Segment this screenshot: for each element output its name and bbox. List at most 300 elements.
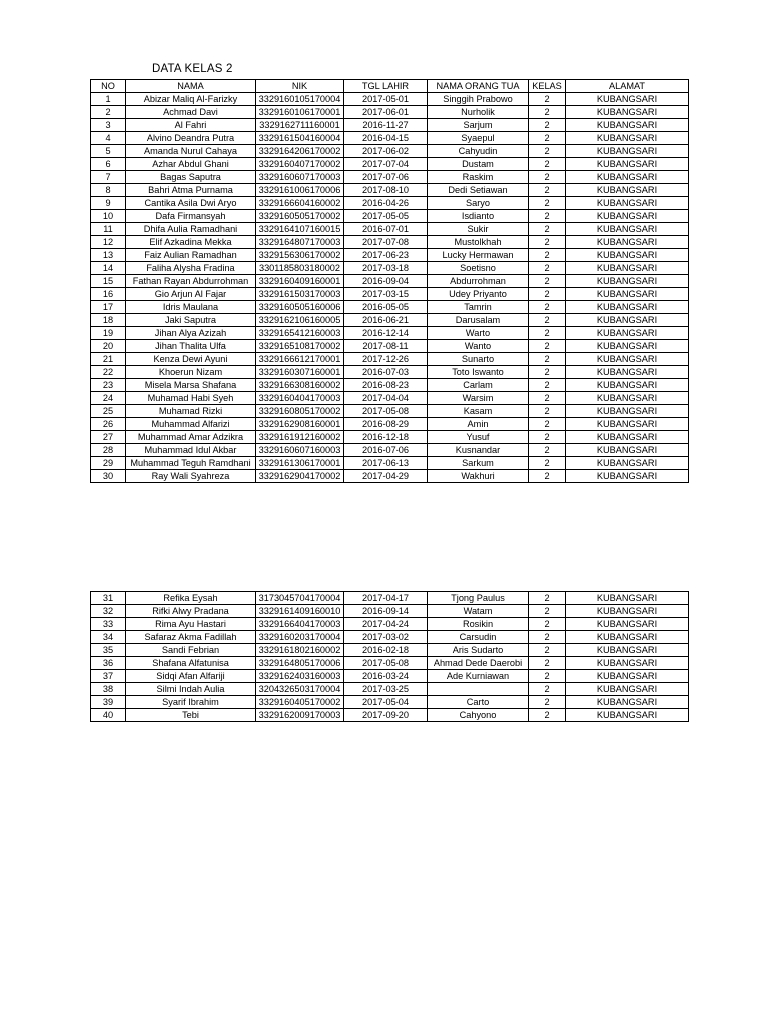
cell-alamat: KUBANGSARI xyxy=(566,418,689,431)
cell-nama: Bahri Atma Purnama xyxy=(126,184,256,197)
cell-nik: 3329160607160003 xyxy=(256,444,344,457)
cell-kelas: 2 xyxy=(529,657,566,670)
cell-alamat: KUBANGSARI xyxy=(566,709,689,722)
cell-no: 11 xyxy=(91,223,126,236)
cell-tgl-lahir: 2017-07-04 xyxy=(344,158,428,171)
cell-nama-orang-tua: Amin xyxy=(428,418,529,431)
cell-alamat: KUBANGSARI xyxy=(566,340,689,353)
cell-nama: Syarif Ibrahim xyxy=(126,696,256,709)
cell-kelas: 2 xyxy=(529,301,566,314)
cell-tgl-lahir: 2016-07-06 xyxy=(344,444,428,457)
cell-kelas: 2 xyxy=(529,696,566,709)
cell-alamat: KUBANGSARI xyxy=(566,275,689,288)
cell-nik: 3329162106160005 xyxy=(256,314,344,327)
cell-nama: Cantika Asila Dwi Aryo xyxy=(126,197,256,210)
cell-kelas: 2 xyxy=(529,670,566,683)
table-body-part-1 xyxy=(91,93,689,483)
cell-kelas: 2 xyxy=(529,431,566,444)
cell-nik: 3329160405170002 xyxy=(256,696,344,709)
cell-tgl-lahir: 2017-05-08 xyxy=(344,405,428,418)
cell-nama-orang-tua: Dustam xyxy=(428,158,529,171)
cell-kelas: 2 xyxy=(529,184,566,197)
cell-nama-orang-tua: Darusalam xyxy=(428,314,529,327)
cell-alamat: KUBANGSARI xyxy=(566,618,689,631)
cell-nama: Azhar Abdul Ghani xyxy=(126,158,256,171)
cell-alamat: KUBANGSARI xyxy=(566,353,689,366)
cell-nama: Muhamad Habi Syeh xyxy=(126,392,256,405)
cell-nik: 3329166612170001 xyxy=(256,353,344,366)
cell-nama-orang-tua: Wanto xyxy=(428,340,529,353)
cell-no: 19 xyxy=(91,327,126,340)
cell-tgl-lahir: 2017-03-02 xyxy=(344,631,428,644)
table-row xyxy=(91,670,689,683)
cell-tgl-lahir: 2016-07-03 xyxy=(344,366,428,379)
cell-nama-orang-tua: Aris Sudarto xyxy=(428,644,529,657)
cell-nama-orang-tua: Ahmad Dede Daerobi xyxy=(428,657,529,670)
cell-tgl-lahir: 2016-04-26 xyxy=(344,197,428,210)
cell-no: 32 xyxy=(91,605,126,618)
cell-nik: 3329161409160010 xyxy=(256,605,344,618)
table-row xyxy=(91,184,689,197)
cell-no: 15 xyxy=(91,275,126,288)
cell-alamat: KUBANGSARI xyxy=(566,210,689,223)
cell-nama: Sandi Febrian xyxy=(126,644,256,657)
cell-nik: 3329160407170002 xyxy=(256,158,344,171)
cell-nama: Muhammad Alfarizi xyxy=(126,418,256,431)
cell-nama-orang-tua: Warsim xyxy=(428,392,529,405)
table-row xyxy=(91,366,689,379)
cell-tgl-lahir: 2017-06-23 xyxy=(344,249,428,262)
cell-kelas: 2 xyxy=(529,210,566,223)
cell-nik: 3329161504160004 xyxy=(256,132,344,145)
cell-kelas: 2 xyxy=(529,262,566,275)
cell-nik: 3329160505170002 xyxy=(256,210,344,223)
cell-nama: Idris Maulana xyxy=(126,301,256,314)
cell-tgl-lahir: 2017-05-04 xyxy=(344,696,428,709)
header-no: NO xyxy=(91,80,126,93)
cell-nama: Khoerun Nizam xyxy=(126,366,256,379)
cell-alamat: KUBANGSARI xyxy=(566,670,689,683)
cell-tgl-lahir: 2017-08-11 xyxy=(344,340,428,353)
table-row xyxy=(91,210,689,223)
table-row xyxy=(91,709,689,722)
cell-kelas: 2 xyxy=(529,119,566,132)
cell-nama-orang-tua: Raskim xyxy=(428,171,529,184)
cell-nik: 3329162403160003 xyxy=(256,670,344,683)
cell-no: 5 xyxy=(91,145,126,158)
cell-tgl-lahir: 2017-04-24 xyxy=(344,618,428,631)
cell-tgl-lahir: 2017-07-08 xyxy=(344,236,428,249)
cell-no: 30 xyxy=(91,470,126,483)
cell-alamat: KUBANGSARI xyxy=(566,392,689,405)
cell-tgl-lahir: 2017-03-25 xyxy=(344,683,428,696)
cell-nama-orang-tua: Toto Iswanto xyxy=(428,366,529,379)
cell-kelas: 2 xyxy=(529,197,566,210)
cell-nama-orang-tua: Sarkum xyxy=(428,457,529,470)
cell-nama-orang-tua: Kusnandar xyxy=(428,444,529,457)
cell-nama-orang-tua: Nurholik xyxy=(428,106,529,119)
cell-nama: Rima Ayu Hastari xyxy=(126,618,256,631)
cell-kelas: 2 xyxy=(529,158,566,171)
cell-nik: 3329166604160002 xyxy=(256,197,344,210)
cell-kelas: 2 xyxy=(529,249,566,262)
header-tgl-lahir: TGL LAHIR xyxy=(344,80,428,93)
table-row xyxy=(91,657,689,670)
cell-tgl-lahir: 2017-03-15 xyxy=(344,288,428,301)
cell-kelas: 2 xyxy=(529,618,566,631)
cell-tgl-lahir: 2016-11-27 xyxy=(344,119,428,132)
cell-nama-orang-tua: Cahyudin xyxy=(428,145,529,158)
cell-kelas: 2 xyxy=(529,106,566,119)
cell-nama-orang-tua: Soetisno xyxy=(428,262,529,275)
cell-tgl-lahir: 2016-03-24 xyxy=(344,670,428,683)
cell-kelas: 2 xyxy=(529,366,566,379)
header-alamat: ALAMAT xyxy=(566,80,689,93)
cell-nama: Achmad Davi xyxy=(126,106,256,119)
cell-nik: 3329161306170001 xyxy=(256,457,344,470)
cell-nik: 3204326503170004 xyxy=(256,683,344,696)
cell-kelas: 2 xyxy=(529,236,566,249)
cell-nama-orang-tua: Dedi Setiawan xyxy=(428,184,529,197)
cell-alamat: KUBANGSARI xyxy=(566,288,689,301)
cell-tgl-lahir: 2017-09-20 xyxy=(344,709,428,722)
cell-no: 29 xyxy=(91,457,126,470)
cell-nama: Refika Eysah xyxy=(126,592,256,605)
cell-nik: 3329160409160001 xyxy=(256,275,344,288)
cell-alamat: KUBANGSARI xyxy=(566,119,689,132)
cell-nama: Jaki Saputra xyxy=(126,314,256,327)
cell-nama-orang-tua: Ade Kurniawan xyxy=(428,670,529,683)
cell-alamat: KUBANGSARI xyxy=(566,158,689,171)
cell-nama-orang-tua: Singgih Prabowo xyxy=(428,93,529,106)
table-row xyxy=(91,353,689,366)
cell-nama-orang-tua: Carlam xyxy=(428,379,529,392)
cell-tgl-lahir: 2016-06-21 xyxy=(344,314,428,327)
cell-nama-orang-tua: Carsudin xyxy=(428,631,529,644)
cell-alamat: KUBANGSARI xyxy=(566,366,689,379)
cell-nama-orang-tua: Carto xyxy=(428,696,529,709)
cell-kelas: 2 xyxy=(529,470,566,483)
cell-no: 24 xyxy=(91,392,126,405)
cell-alamat: KUBANGSARI xyxy=(566,683,689,696)
table-row xyxy=(91,392,689,405)
table-row xyxy=(91,618,689,631)
cell-nama: Jihan Thalita Ulfa xyxy=(126,340,256,353)
cell-no: 31 xyxy=(91,592,126,605)
cell-kelas: 2 xyxy=(529,418,566,431)
table-row xyxy=(91,379,689,392)
cell-no: 10 xyxy=(91,210,126,223)
cell-nama-orang-tua: Isdianto xyxy=(428,210,529,223)
header-nik: NIK xyxy=(256,80,344,93)
cell-nama: Muhammad Idul Akbar xyxy=(126,444,256,457)
table-body-part-2 xyxy=(91,592,689,722)
cell-nik: 3329165108170002 xyxy=(256,340,344,353)
cell-tgl-lahir: 2017-05-05 xyxy=(344,210,428,223)
cell-no: 2 xyxy=(91,106,126,119)
cell-alamat: KUBANGSARI xyxy=(566,106,689,119)
cell-nik: 3329161503170003 xyxy=(256,288,344,301)
cell-nik: 3329165412160003 xyxy=(256,327,344,340)
cell-alamat: KUBANGSARI xyxy=(566,327,689,340)
cell-nik: 3329162908160001 xyxy=(256,418,344,431)
table-row xyxy=(91,314,689,327)
table-row xyxy=(91,340,689,353)
cell-tgl-lahir: 2017-07-06 xyxy=(344,171,428,184)
cell-alamat: KUBANGSARI xyxy=(566,314,689,327)
cell-kelas: 2 xyxy=(529,444,566,457)
cell-alamat: KUBANGSARI xyxy=(566,223,689,236)
cell-no: 16 xyxy=(91,288,126,301)
cell-tgl-lahir: 2017-12-26 xyxy=(344,353,428,366)
cell-nama: Faiz Aulian Ramadhan xyxy=(126,249,256,262)
cell-no: 25 xyxy=(91,405,126,418)
cell-nama: Muhamad Rizki xyxy=(126,405,256,418)
cell-nik: 3329161006170006 xyxy=(256,184,344,197)
cell-tgl-lahir: 2016-08-23 xyxy=(344,379,428,392)
cell-no: 27 xyxy=(91,431,126,444)
cell-nama-orang-tua: Sarjum xyxy=(428,119,529,132)
table-row xyxy=(91,145,689,158)
table-row xyxy=(91,93,689,106)
table-row xyxy=(91,470,689,483)
table-row xyxy=(91,223,689,236)
cell-nama-orang-tua xyxy=(428,683,529,696)
cell-no: 21 xyxy=(91,353,126,366)
cell-no: 39 xyxy=(91,696,126,709)
table-row xyxy=(91,457,689,470)
table-row xyxy=(91,275,689,288)
cell-tgl-lahir: 2017-08-10 xyxy=(344,184,428,197)
cell-nama-orang-tua: Saryo xyxy=(428,197,529,210)
table-row xyxy=(91,444,689,457)
cell-tgl-lahir: 2017-04-04 xyxy=(344,392,428,405)
cell-tgl-lahir: 2016-09-14 xyxy=(344,605,428,618)
table-row xyxy=(91,405,689,418)
cell-kelas: 2 xyxy=(529,93,566,106)
cell-nama-orang-tua: Tjong Paulus xyxy=(428,592,529,605)
cell-alamat: KUBANGSARI xyxy=(566,171,689,184)
cell-no: 6 xyxy=(91,158,126,171)
table-row xyxy=(91,605,689,618)
cell-kelas: 2 xyxy=(529,605,566,618)
cell-nama: Misela Marsa Shafana xyxy=(126,379,256,392)
cell-alamat: KUBANGSARI xyxy=(566,93,689,106)
cell-nama-orang-tua: Syaepul xyxy=(428,132,529,145)
cell-tgl-lahir: 2016-08-29 xyxy=(344,418,428,431)
cell-alamat: KUBANGSARI xyxy=(566,405,689,418)
cell-nik: 3329166404170003 xyxy=(256,618,344,631)
cell-alamat: KUBANGSARI xyxy=(566,301,689,314)
cell-nama: Alvino Deandra Putra xyxy=(126,132,256,145)
student-table-part-1 xyxy=(90,79,689,483)
cell-no: 23 xyxy=(91,379,126,392)
cell-nama-orang-tua: Rosikin xyxy=(428,618,529,631)
header-kelas: KELAS xyxy=(529,80,566,93)
cell-tgl-lahir: 2017-06-01 xyxy=(344,106,428,119)
cell-tgl-lahir: 2017-04-17 xyxy=(344,592,428,605)
cell-no: 38 xyxy=(91,683,126,696)
cell-kelas: 2 xyxy=(529,683,566,696)
cell-tgl-lahir: 2017-05-01 xyxy=(344,93,428,106)
table-row xyxy=(91,236,689,249)
cell-nik: 3329160404170003 xyxy=(256,392,344,405)
cell-nik: 3329161802160002 xyxy=(256,644,344,657)
table-row xyxy=(91,171,689,184)
cell-nik: 3329160105170004 xyxy=(256,93,344,106)
cell-no: 20 xyxy=(91,340,126,353)
cell-alamat: KUBANGSARI xyxy=(566,605,689,618)
cell-alamat: KUBANGSARI xyxy=(566,444,689,457)
cell-tgl-lahir: 2017-04-29 xyxy=(344,470,428,483)
cell-alamat: KUBANGSARI xyxy=(566,470,689,483)
cell-alamat: KUBANGSARI xyxy=(566,236,689,249)
cell-kelas: 2 xyxy=(529,631,566,644)
cell-no: 26 xyxy=(91,418,126,431)
cell-nik: 3329162009170003 xyxy=(256,709,344,722)
cell-kelas: 2 xyxy=(529,223,566,236)
cell-tgl-lahir: 2016-05-05 xyxy=(344,301,428,314)
cell-nik: 3329156306170002 xyxy=(256,249,344,262)
cell-alamat: KUBANGSARI xyxy=(566,184,689,197)
cell-no: 37 xyxy=(91,670,126,683)
cell-nama: Amanda Nurul Cahaya xyxy=(126,145,256,158)
cell-no: 35 xyxy=(91,644,126,657)
cell-alamat: KUBANGSARI xyxy=(566,631,689,644)
cell-no: 36 xyxy=(91,657,126,670)
cell-nama: Muhammad Amar Adzikra xyxy=(126,431,256,444)
cell-tgl-lahir: 2016-12-18 xyxy=(344,431,428,444)
cell-tgl-lahir: 2016-12-14 xyxy=(344,327,428,340)
cell-nama: Safaraz Akma Fadillah xyxy=(126,631,256,644)
cell-nama-orang-tua: Udey Priyanto xyxy=(428,288,529,301)
table-row xyxy=(91,696,689,709)
table-row xyxy=(91,683,689,696)
cell-alamat: KUBANGSARI xyxy=(566,145,689,158)
cell-no: 4 xyxy=(91,132,126,145)
cell-nik: 3329164206170002 xyxy=(256,145,344,158)
cell-nik: 3329162904170002 xyxy=(256,470,344,483)
cell-kelas: 2 xyxy=(529,644,566,657)
cell-alamat: KUBANGSARI xyxy=(566,644,689,657)
cell-nik: 3329160203170004 xyxy=(256,631,344,644)
cell-kelas: 2 xyxy=(529,353,566,366)
cell-kelas: 2 xyxy=(529,592,566,605)
cell-nama: Elif Azkadina Mekka xyxy=(126,236,256,249)
cell-kelas: 2 xyxy=(529,132,566,145)
cell-no: 40 xyxy=(91,709,126,722)
table-row xyxy=(91,262,689,275)
cell-tgl-lahir: 2017-03-18 xyxy=(344,262,428,275)
cell-no: 34 xyxy=(91,631,126,644)
cell-alamat: KUBANGSARI xyxy=(566,457,689,470)
cell-nik: 3173045704170004 xyxy=(256,592,344,605)
cell-nik: 3329160607170003 xyxy=(256,171,344,184)
cell-no: 22 xyxy=(91,366,126,379)
cell-nama-orang-tua: Warto xyxy=(428,327,529,340)
cell-nama: Rifki Alwy Pradana xyxy=(126,605,256,618)
cell-nama-orang-tua: Sunarto xyxy=(428,353,529,366)
cell-no: 3 xyxy=(91,119,126,132)
cell-kelas: 2 xyxy=(529,288,566,301)
cell-tgl-lahir: 2017-06-13 xyxy=(344,457,428,470)
cell-nik: 3329162711160001 xyxy=(256,119,344,132)
cell-kelas: 2 xyxy=(529,709,566,722)
cell-kelas: 2 xyxy=(529,340,566,353)
cell-kelas: 2 xyxy=(529,275,566,288)
cell-tgl-lahir: 2016-04-15 xyxy=(344,132,428,145)
table-row xyxy=(91,301,689,314)
table-row xyxy=(91,158,689,171)
cell-nama-orang-tua: Kasam xyxy=(428,405,529,418)
table-row xyxy=(91,288,689,301)
table-row xyxy=(91,644,689,657)
cell-nama: Fathan Rayan Abdurrohman xyxy=(126,275,256,288)
cell-alamat: KUBANGSARI xyxy=(566,379,689,392)
cell-nama: Jihan Alya Azizah xyxy=(126,327,256,340)
cell-nama: Bagas Saputra xyxy=(126,171,256,184)
table-row xyxy=(91,327,689,340)
cell-kelas: 2 xyxy=(529,171,566,184)
table-row xyxy=(91,132,689,145)
cell-nik: 3329164107160015 xyxy=(256,223,344,236)
page-title: DATA KELAS 2 xyxy=(152,63,233,75)
table-row xyxy=(91,106,689,119)
cell-kelas: 2 xyxy=(529,314,566,327)
cell-kelas: 2 xyxy=(529,145,566,158)
cell-nama: Dafa Firmansyah xyxy=(126,210,256,223)
cell-no: 28 xyxy=(91,444,126,457)
cell-alamat: KUBANGSARI xyxy=(566,197,689,210)
cell-kelas: 2 xyxy=(529,457,566,470)
cell-nik: 3329164807170003 xyxy=(256,236,344,249)
cell-nama-orang-tua: Wakhuri xyxy=(428,470,529,483)
table-row xyxy=(91,119,689,132)
cell-nama: Silmi Indah Aulia xyxy=(126,683,256,696)
cell-nik: 3329166308160002 xyxy=(256,379,344,392)
cell-nama-orang-tua: Watam xyxy=(428,605,529,618)
cell-no: 33 xyxy=(91,618,126,631)
cell-kelas: 2 xyxy=(529,392,566,405)
cell-nik: 3329160805170002 xyxy=(256,405,344,418)
cell-nik: 3329160307160001 xyxy=(256,366,344,379)
cell-alamat: KUBANGSARI xyxy=(566,431,689,444)
cell-nama-orang-tua: Mustolkhah xyxy=(428,236,529,249)
cell-nik: 3329164805170006 xyxy=(256,657,344,670)
cell-no: 17 xyxy=(91,301,126,314)
cell-nik: 3329160106170001 xyxy=(256,106,344,119)
table-row xyxy=(91,431,689,444)
cell-nama-orang-tua: Lucky Hermawan xyxy=(428,249,529,262)
cell-no: 7 xyxy=(91,171,126,184)
cell-nama: Tebi xyxy=(126,709,256,722)
cell-tgl-lahir: 2016-07-01 xyxy=(344,223,428,236)
cell-nama-orang-tua: Yusuf xyxy=(428,431,529,444)
header-nama-orang-tua: NAMA ORANG TUA xyxy=(428,80,529,93)
cell-kelas: 2 xyxy=(529,379,566,392)
cell-nama: Abizar Maliq Al-Farizky xyxy=(126,93,256,106)
cell-alamat: KUBANGSARI xyxy=(566,132,689,145)
cell-nama-orang-tua: Tamrin xyxy=(428,301,529,314)
table-row xyxy=(91,197,689,210)
table-row xyxy=(91,592,689,605)
cell-tgl-lahir: 2017-05-08 xyxy=(344,657,428,670)
student-table-part-2 xyxy=(90,591,689,722)
cell-alamat: KUBANGSARI xyxy=(566,696,689,709)
cell-nama: Ray Wali Syahreza xyxy=(126,470,256,483)
cell-nama-orang-tua: Sukir xyxy=(428,223,529,236)
table-row xyxy=(91,418,689,431)
